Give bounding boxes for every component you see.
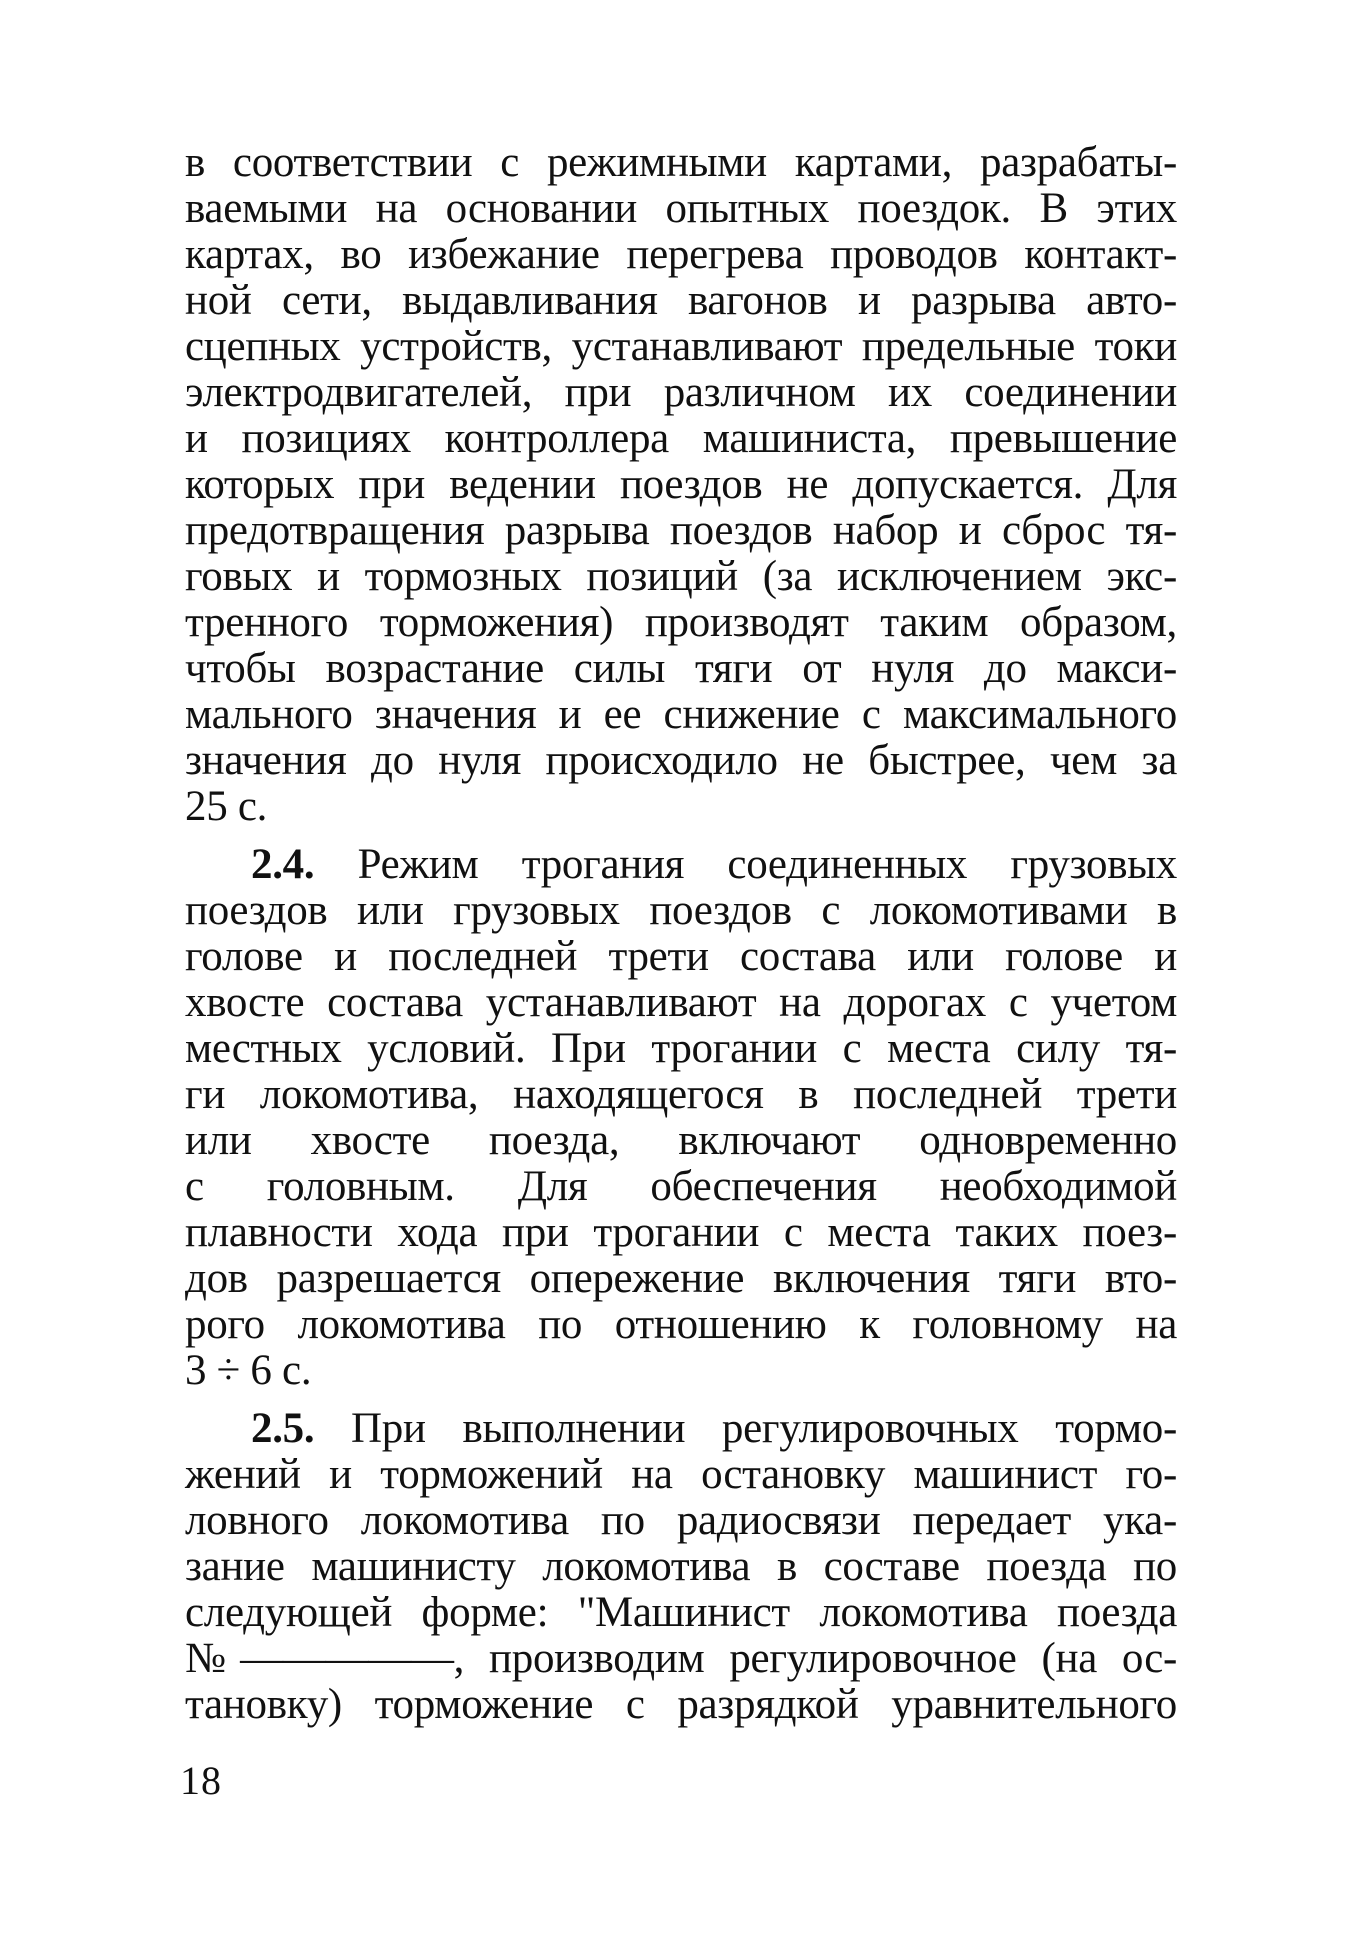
text-line: зание машинисту локомотива в составе поезда по xyxy=(185,1543,1177,1590)
text-line: ги локомотива, находящегося в последней трети xyxy=(185,1071,1177,1118)
text-line: в соответствии с режимными картами, разрабаты- xyxy=(185,139,1177,186)
text-line: чтобы возрастание силы тяги от нуля до макси- xyxy=(185,645,1177,692)
text-line: ловного локомотива по радиосвязи передает ука- xyxy=(185,1497,1177,1544)
section-first-line xyxy=(185,842,1177,888)
text-line: следующей форме: "Машинист локомотива поезда xyxy=(185,1589,1177,1636)
text-line: или хвосте поезда, включают одновременно xyxy=(185,1117,1177,1164)
text-line: и позициях контроллера машиниста, превышение xyxy=(185,415,1177,462)
text-line: поездов или грузовых поездов с локомотивами в xyxy=(185,887,1177,934)
section-2-5 xyxy=(185,1406,1177,1728)
paragraph-continued xyxy=(185,140,1177,830)
text-line: 3 ÷ 6 с. xyxy=(185,1347,312,1394)
text-line: картах, во избежание перегрева проводов контакт- xyxy=(185,231,1177,278)
section-2-4 xyxy=(185,842,1177,1394)
text-line: рого локомотива по отношению к головному на xyxy=(185,1301,1177,1348)
text-line: местных условий. При трогании с места силу тя- xyxy=(185,1025,1177,1072)
text-line: с головным. Для обеспечения необходимой xyxy=(185,1163,1177,1210)
text-line: мального значения и ее снижение с максимального xyxy=(185,691,1177,738)
text-line: дов разрешается опережение включения тяги вто- xyxy=(185,1255,1177,1302)
section-number: 2.5. xyxy=(251,1405,315,1452)
text-line: значения до нуля происходило не быстрее, чем за xyxy=(185,737,1177,784)
text-line: которых при ведении поездов не допускается. Для xyxy=(185,461,1177,508)
text-line: ваемыми на основании опытных поездок. В этих xyxy=(185,185,1177,232)
text-line: тренного торможения) производят таким образом, xyxy=(185,599,1177,646)
text-line: сцепных устройств, устанавливают предельные токи xyxy=(185,323,1177,370)
text-fragment: Режим трогания соединенных грузовых xyxy=(314,841,1177,888)
text-line: электродвигателей, при различном их соединении xyxy=(185,369,1177,416)
text-line: жений и торможений на остановку машинист го- xyxy=(185,1451,1177,1498)
page-number: 18 xyxy=(180,1758,222,1803)
text-fragment: При выполнении регулировочных тормо- xyxy=(314,1405,1177,1452)
text-line: плавности хода при трогании с места таких поез- xyxy=(185,1209,1177,1256)
text-line: 25 с. xyxy=(185,783,268,830)
text-line: ной сети, выдавливания вагонов и разрыва авто- xyxy=(185,277,1177,324)
text-line: голове и последней трети состава или голове и xyxy=(185,933,1177,980)
section-number: 2.4. xyxy=(251,841,315,888)
text-line: хвосте состава устанавливают на дорогах с учетом xyxy=(185,979,1177,1026)
text-line: говых и тормозных позиций (за исключением экс- xyxy=(185,553,1177,600)
text-line: тановку) торможение с разрядкой уравнительного xyxy=(185,1681,1177,1728)
page-text xyxy=(185,140,1177,1728)
section-first-line xyxy=(185,1406,1177,1452)
text-line: предотвращения разрыва поездов набор и сброс тя- xyxy=(185,507,1177,554)
text-line: №―――――, производим регулировочное (на ос- xyxy=(185,1635,1177,1682)
